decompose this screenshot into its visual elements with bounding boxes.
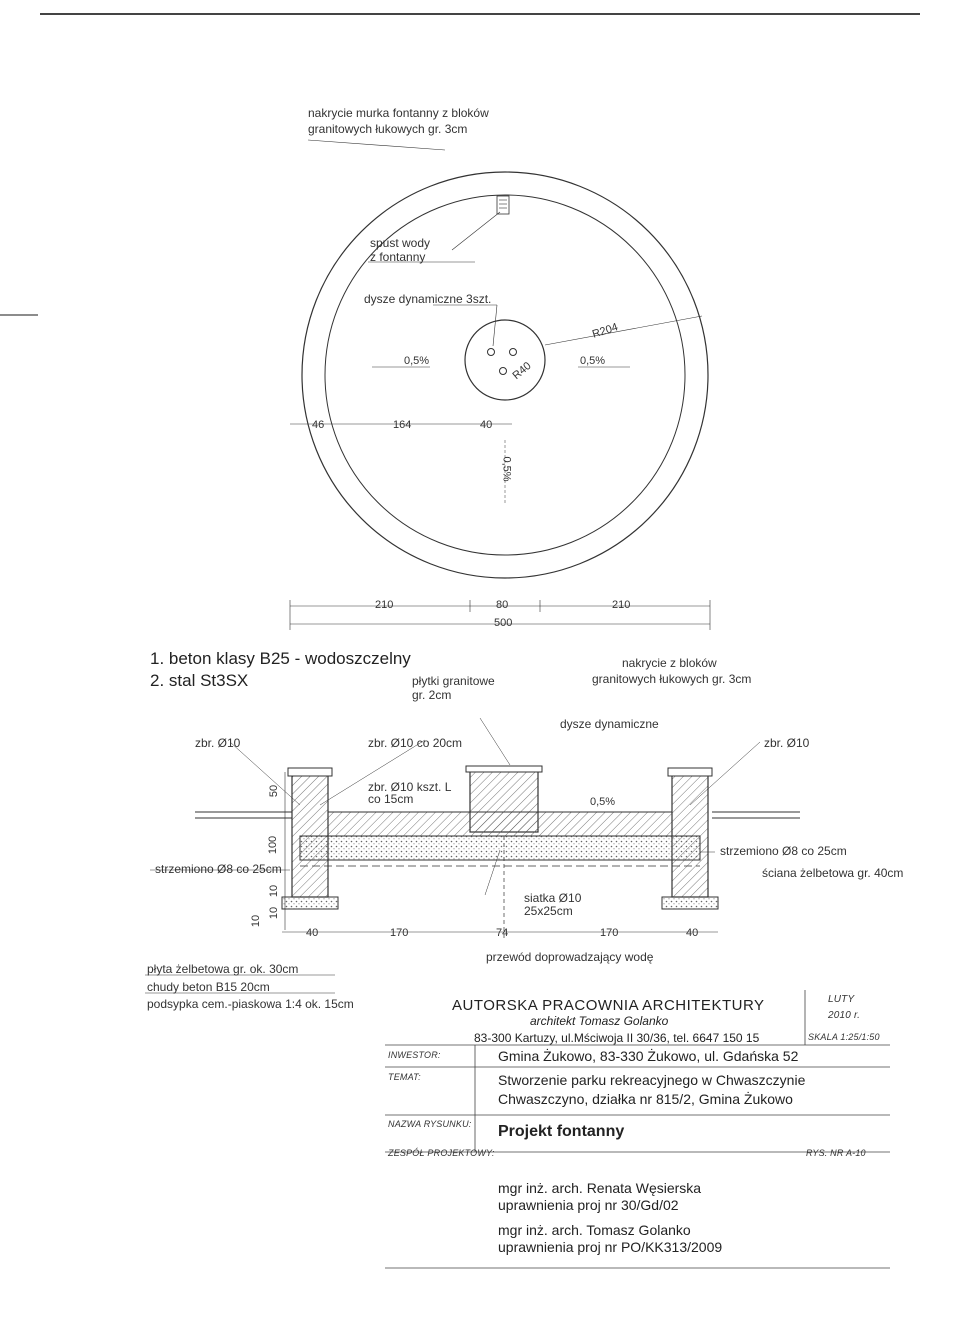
rebar-L-line1: zbr. Ø10 kszt. L — [368, 780, 452, 794]
slab-label: płyta żelbetowa gr. ok. 30cm — [147, 962, 299, 976]
outer-circle — [302, 172, 708, 578]
slope-down-label: 0,5% — [500, 456, 513, 482]
dim-164: 164 — [393, 419, 412, 431]
investor-caption: INWESTOR: — [388, 1050, 441, 1060]
drain-grate — [497, 196, 509, 214]
dim-210-right: 210 — [612, 599, 631, 611]
nozzles-caption: dysze dynamiczne 3szt. — [364, 292, 492, 306]
architect-name: architekt Tomasz Golanko — [530, 1014, 669, 1028]
topic-caption: TEMAT: — [388, 1072, 421, 1082]
rebar-L-line2: co 15cm — [368, 792, 414, 806]
dim-v10c: 10 — [250, 914, 263, 928]
note-2: 2. stal St3SX — [150, 671, 249, 690]
office-name: AUTORSKA PRACOWNIA ARCHITEKTURY — [452, 997, 765, 1014]
dim-46: 46 — [312, 419, 325, 431]
rebar-co20-label: zbr. Ø10 co 20cm — [368, 736, 463, 750]
section-slope-label: 0,5% — [590, 796, 616, 808]
slope-left-label: 0,5% — [404, 355, 430, 367]
lean-concrete-label: chudy beton B15 20cm — [147, 980, 270, 994]
cover-caption-line2: granitowych łukowych gr. 3cm — [308, 122, 468, 136]
stirrups-right-label: strzemiono Ø8 co 25cm — [720, 844, 847, 858]
left-wall — [292, 772, 328, 897]
dim-v10b: 10 — [268, 906, 281, 920]
designer-1-license: uprawnienia proj nr 30/Gd/02 — [498, 1197, 679, 1213]
basin-slab — [328, 812, 672, 836]
scale-label: SKALA 1:25/1:50 — [808, 1032, 880, 1042]
fountain-section — [145, 718, 800, 993]
tiles-caption-line1: płytki granitowe — [412, 674, 495, 688]
center-pedestal-circle — [465, 320, 545, 400]
designer-2-name: mgr inż. arch. Tomasz Golanko — [498, 1222, 691, 1238]
dim-h40a: 40 — [306, 927, 319, 939]
mesh-label-line1: siatka Ø10 — [524, 891, 582, 905]
right-wall-cap — [668, 768, 712, 776]
general-notes — [150, 648, 411, 692]
left-wall-cap — [288, 768, 332, 776]
dim-v50: 50 — [268, 784, 281, 798]
dim-210-left: 210 — [375, 599, 394, 611]
section-nozzles: dysze dynamiczne — [560, 717, 659, 731]
fountain-plan — [290, 140, 710, 630]
right-footing — [662, 897, 718, 909]
outer-radius-label: R204 — [590, 321, 620, 341]
issue-year: 2010 r. — [828, 1010, 861, 1021]
section-cover-line2: granitowych łukowych gr. 3cm — [592, 672, 752, 686]
dim-h40b: 40 — [686, 927, 699, 939]
right-wall — [672, 772, 708, 897]
designer-2-license: uprawnienia proj nr PO/KK313/2009 — [498, 1239, 723, 1255]
drawing-name: Projekt fontanny — [498, 1123, 625, 1140]
bedding-label: podsypka cem.-piaskowa 1:4 ok. 15cm — [147, 997, 354, 1011]
rebar-left-label: zbr. Ø10 — [195, 736, 241, 750]
nozzle-2 — [510, 349, 517, 356]
section-cover-line1: nakrycie z bloków — [622, 656, 717, 670]
dim-v10a: 10 — [268, 884, 281, 898]
nozzle-1 — [488, 349, 495, 356]
dim-500: 500 — [494, 617, 513, 629]
nozzle-3 — [500, 368, 507, 375]
drain-caption-line1: spust wody — [370, 236, 431, 250]
left-footing — [282, 897, 338, 909]
topic-line2: Chwaszczyno, działka nr 815/2, Gmina Żukowo — [498, 1091, 793, 1107]
dim-h74: 74 — [496, 927, 509, 939]
slope-right-label: 0,5% — [580, 355, 606, 367]
pipe-label: przewód doprowadzający wodę — [486, 950, 654, 964]
team-caption: ZESPÓŁ PROJEKTOWY: — [388, 1148, 495, 1158]
wall-label: ściana żelbetowa gr. 40cm — [762, 866, 904, 880]
tiles-caption-line2: gr. 2cm — [412, 688, 452, 702]
note-1: 1. beton klasy B25 - wodoszczelny — [150, 649, 411, 668]
lean-concrete-layer — [300, 836, 700, 860]
office-address: 83-300 Kartuzy, ul.Mściwoja II 30/36, tel. 6647 150 15 — [474, 1031, 760, 1045]
stirrups-left-label: strzemiono Ø8 co 25cm — [155, 862, 282, 876]
topic-line1: Stworzenie parku rekreacyjnego w Chwaszczynie — [498, 1072, 806, 1088]
issue-month: LUTY — [828, 994, 855, 1005]
investor-value: Gmina Żukowo, 83-330 Żukowo, ul. Gdańska 52 — [498, 1048, 799, 1064]
dim-h170b: 170 — [600, 927, 619, 939]
drain-caption-line2: z fontanny — [370, 250, 426, 264]
dim-v100: 100 — [267, 835, 280, 855]
sheet-number: RYS. NR A-10 — [806, 1148, 866, 1158]
rebar-right-label: zbr. Ø10 — [764, 736, 810, 750]
drawing-caption: NAZWA RYSUNKU: — [388, 1119, 472, 1129]
dim-h170a: 170 — [390, 927, 409, 939]
dim-80: 80 — [496, 599, 509, 611]
inner-radius-label: R40 — [510, 359, 534, 383]
dim-40: 40 — [480, 419, 493, 431]
designer-1-name: mgr inż. arch. Renata Węsierska — [498, 1180, 702, 1196]
cover-caption-line1: nakrycie murka fontanny z bloków — [308, 106, 489, 120]
mesh-label-line2: 25x25cm — [524, 904, 573, 918]
